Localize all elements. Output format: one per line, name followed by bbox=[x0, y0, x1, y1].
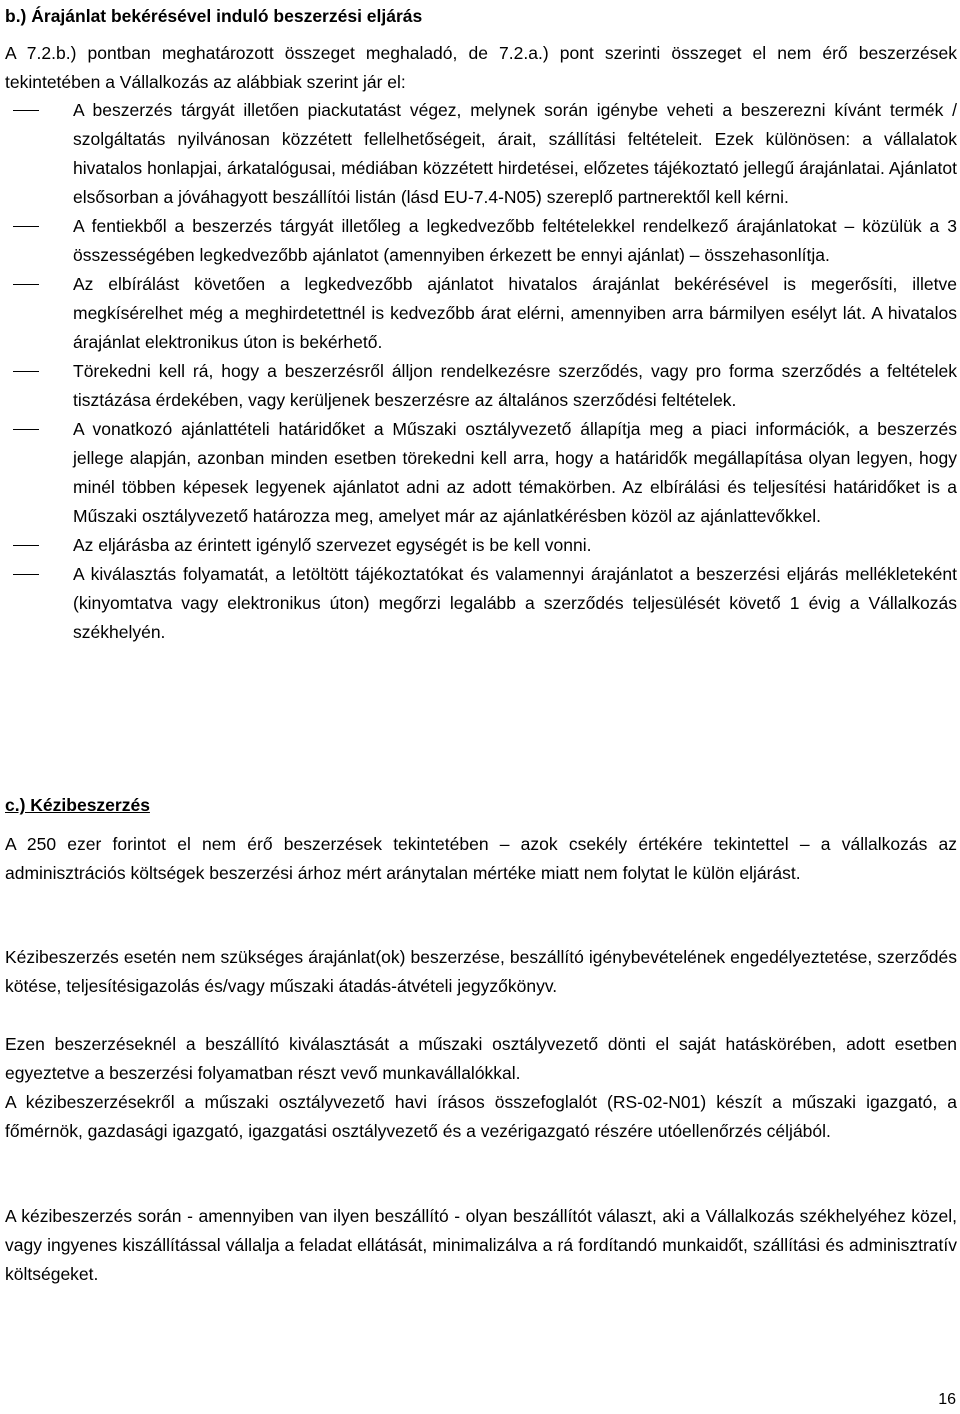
list-item bbox=[5, 560, 957, 647]
list-item-text: Az elbírálást követően a legkedvezőbb ajánlatot hivatalos árajánlat bekérésével is megerősíti, illetve megkísérelhet még a meghirdetettnél is kedvezőbb árat elérni, amennyiben arra bármilyen esélyt lát. A hivatalos árajánlat elektronikus úton is bekérhető. bbox=[73, 274, 957, 352]
list-item-text: A fentiekből a beszerzés tárgyát illetőleg a legkedvezőbb feltételekkel rendelkező árajánlatokat – közülük a 3 összességében legkedvezőbb ajánlatot (amennyiben érkezett be ennyi ajánlat) – összehasonlítja. bbox=[73, 216, 957, 265]
list-item-text: A kiválasztás folyamatát, a letöltött tájékoztatókat és valamennyi árajánlatot a beszerzési eljárás mellékleteként (kinyomtatva vagy elektronikus úton) megőrzi legalább a szerződés teljesülését követő 1 évig a Vállalkozás székhelyén. bbox=[73, 564, 957, 642]
section-c-paragraph: A kézibeszerzésekről a műszaki osztályvezető havi írásos összefoglalót (RS-02-N01) készít a műszaki igazgató, a főmérnök, gazdasági igazgató, igazgatási osztályvezető és a vezérigazgató részére utóellenőrzés céljából. bbox=[5, 1092, 957, 1141]
section-c-paragraph: A kézibeszerzés során - amennyiben van ilyen beszállító - olyan beszállítót választ, aki a Vállalkozás székhelyéhez közel, vagy ingyenes kiszállítással vállalja a feladat ellátását, minimalizálva a rá fordítandó munkaidőt, szállítási és adminisztratív költségeket. bbox=[5, 1206, 957, 1284]
list-item-text: A beszerzés tárgyát illetően piackutatást végez, melynek során igénybe veheti a beszerezni kívánt termék / szolgáltatás nyilvánosan közzétett fellelhetőségeit, árait, szállítási feltételeit. Ezek különösen: a vállalatok hivatalos honlapjai, árkatalógusai, médiában közzétett hirdetései, előzetes tájékoztató jellegű árajánlatai. Ajánlatot elsősorban a jóváhagyott beszállítói listán (lásd EU-7.4-N05) szereplő partnerektől kell kérni. bbox=[73, 100, 957, 207]
list-item bbox=[5, 531, 957, 560]
list-item bbox=[5, 357, 957, 415]
section-b-intro: A 7.2.b.) pontban meghatározott összeget meghaladó, de 7.2.a.) pont szerinti összeget el nem érő beszerzések tekintetében a Vállalkozás az alábbiak szerint jár el: bbox=[5, 43, 957, 92]
list-item bbox=[5, 96, 957, 212]
section-c-paragraph: A 250 ezer forintot el nem érő beszerzések tekintetében – azok csekély értékére tekintettel – a vállalkozás az adminisztrációs költségek beszerzési árhoz mért aránytalan mértéke miatt nem folytat le külön eljárást. bbox=[5, 834, 957, 883]
section-c-paragraph: Ezen beszerzéseknél a beszállító kiválasztását a műszaki osztályvezető dönti el saját hatáskörében, adott esetben egyeztetve a beszerzési folyamatban részt vevő munkavállalókkal. bbox=[5, 1034, 957, 1083]
list-item-text: A vonatkozó ajánlattételi határidőket a Műszaki osztályvezető állapítja meg a piaci információk, a beszerzés jellege alapján, azonban minden esetben törekedni kell arra, hogy a határidők megállapítása olyan legyen, hogy minél többen képesek legyenek ajánlatot adni az adott témakörben. Az elbírálási és teljesítési határidőket is a Műszaki osztályvezető határozza meg, amelyet már az ajánlatkérésben közöl az ajánlattevőkkel. bbox=[73, 419, 957, 526]
list-item-text: Törekedni kell rá, hogy a beszerzésről álljon rendelkezésre szerződés, vagy pro forma szerződés a feltételek tisztázása érdekében, vagy kerüljenek beszerzésre az általános szerződési feltételek. bbox=[73, 361, 957, 410]
section-b-list bbox=[5, 96, 957, 647]
list-item bbox=[5, 212, 957, 270]
section-c-paragraph: Kézibeszerzés esetén nem szükséges árajánlat(ok) beszerzése, beszállító igénybevételének engedélyeztetése, szerződés kötése, teljesítésigazolás és/vagy műszaki átadás-átvételi jegyzőkönyv. bbox=[5, 947, 957, 996]
section-b-heading: b.) Árajánlat bekérésével induló beszerzési eljárás bbox=[5, 6, 423, 26]
section-c-heading: c.) Kézibeszerzés bbox=[5, 795, 150, 815]
list-item-text: Az eljárásba az érintett igénylő szervezet egységét is be kell vonni. bbox=[73, 535, 592, 555]
page-number: 16 bbox=[938, 1391, 956, 1408]
list-item bbox=[5, 415, 957, 531]
list-item bbox=[5, 270, 957, 357]
